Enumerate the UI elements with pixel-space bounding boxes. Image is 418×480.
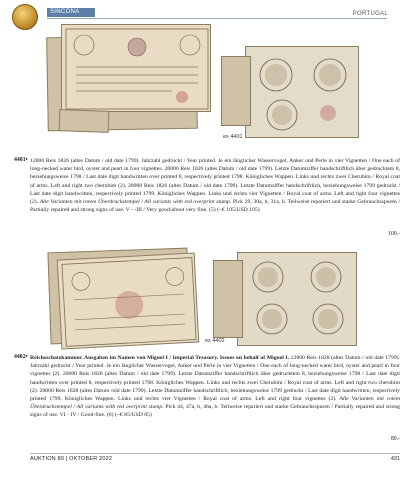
gold-coin-icon <box>12 4 38 30</box>
lot-text-italic: Alle Varianten mit rotem Überdruckstempel / All variants with red overprint stamp. <box>39 199 232 206</box>
lot-text: Pick 44, 47a, b, 46a, b. Teilweise repariert und starke Gebrauchsspuren / Partially repaired and strong signs of use. VI - IV / Good-fine. (6) <box>30 404 401 419</box>
banknote-engraving <box>58 253 199 349</box>
lot-description <box>30 157 400 214</box>
lot-price: 100.- <box>387 231 400 237</box>
banknote-image <box>59 109 110 133</box>
banknote-image <box>245 46 359 138</box>
page-footer <box>30 456 400 466</box>
lot-number: 4401• <box>14 157 28 163</box>
banknote-image <box>57 252 200 349</box>
lot-number: 4402• <box>14 354 28 360</box>
lot-price: 80.- <box>390 436 400 442</box>
country-title: PORTUGAL <box>352 11 388 17</box>
auction-info: AUKTION 80 | OKTOBER 2022 <box>30 456 113 462</box>
banknote-image <box>61 24 211 112</box>
sincona-logo: SINCONA <box>47 8 95 17</box>
lot-estimate: (~€ 105/USD 105) <box>217 207 260 214</box>
lot-estimate: (~€ 85/USD 85) <box>114 412 152 419</box>
lot-text: 12800 Reis 1828 (altes Datum / old date 1799). Jahrzahl gedruckt / Year printed. Je ein länglicher Wasservogel, Anker und Perle in vier Vignetten / One each of long-necked water bird, oyster and pearl in four vignettes (2). 20000 Reis 1828 (altes Datum / old date 1799). Letzte Datumziffer handschriftlich über gedrucktem 8, beziehungsweise 1798 / Last date digit handwritten over printed 8, respectively printed 1798. Königliches Wappen. Links und rechts zwei Cherubim / Royal coat of arms. Left and right two cherubim (2). 20000 Reis 1828 (altes Datum /old date 1799). Letzte Datumziffer handschriftlich, beziehungsweise 1799 gedruckt / Last date digit handwritten, respectively printed 1799. Königliches Wappen. Links und rechts vier Vignetten / Royal coat of arms. Left and right four vignettes (2). <box>30 355 400 403</box>
banknote-engraving <box>62 25 211 112</box>
page-number: 431 <box>390 456 400 462</box>
lot-4401-images <box>45 24 355 142</box>
lot-text-italic: Alle Varianten mit rotem Überdruckstempel / All variants with red overprint stamp. <box>30 396 401 411</box>
image-caption: ex 4402 <box>205 338 225 344</box>
banknote-reverse <box>238 253 357 346</box>
image-caption: ex 4401 <box>223 134 243 140</box>
lot-text: 12800 Reis 1826 (altes Datum / old date 1799). Jahrzahl gedruckt / Year printed. Je ein länglicher Wasservogel, Anker und Perle in vier Vignetten / One each of long-necked water bird, oyster and pearl in four vignettes. 20000 Reis 1826 (altes Datum / old date 1799). Letzte Datumziffer handschriftlich über gedrucktem 8, beziehungsweise 1798 / Last date digit handwritten over printed 8, respectively printed 1798. Königliches Wappen. Links und rechts zwei Cherubim / Royal coat of arms. Left and right two cherubim (2). 20000 Reis 1826 (altes Datum / old date 1799). Letzte Datumziffer handschriftlich, beziehungsweise 1799 gedruckt / Last date digit handwritten, respectively printed 1799. Königliches Wappen. Links und rechts vier Vignetten / Royal coat of arms. Left and right four vignettes (2). <box>30 158 400 206</box>
lot-description <box>30 354 400 420</box>
banknote-image <box>221 56 251 126</box>
footer-rule <box>30 453 400 454</box>
banknote-image <box>213 260 243 338</box>
header-rule <box>47 18 387 19</box>
lot-text: Pick 29, 30a, b, 31a, b. Teilweise repariert und starke Gebrauchsspuren / Partially repaired and strong signs of use. V - -III / Very good-about very fine. (5) <box>30 199 400 214</box>
banknote-image <box>237 252 357 346</box>
banknote-reverse <box>246 47 359 138</box>
lot-4402-images <box>45 246 355 356</box>
lot-heading: Reichsschatzkammer. Ausgaben im Namen von Miguel I / Imperial Treasury. Issues on behalf of Miguel I. <box>30 355 290 361</box>
